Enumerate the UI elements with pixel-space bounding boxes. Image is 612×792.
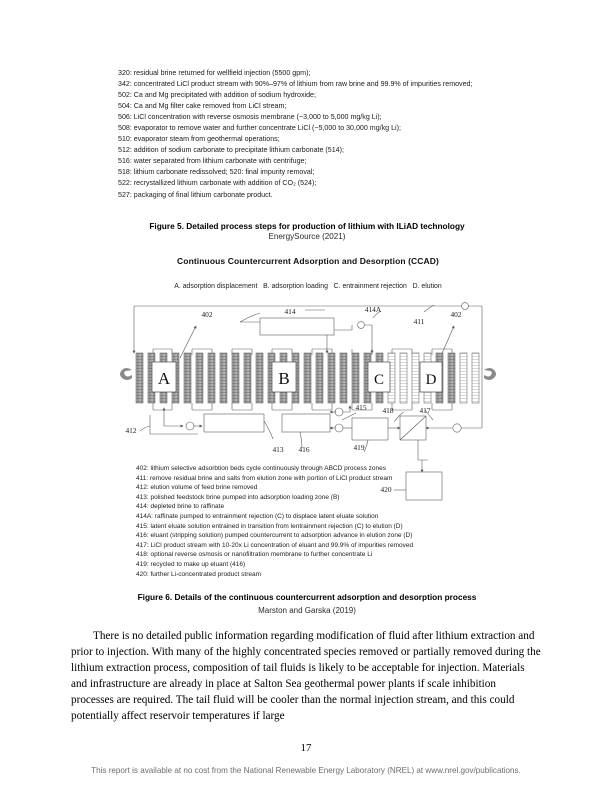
callout-415: 415 [355,403,367,412]
zone-legend-d: D. elution [412,283,442,290]
line-412b [164,412,183,426]
line-414a-2 [364,325,372,353]
legend-item: 508: evaporator to remove water and further concentrate LiCl (~5,000 to 30,000 mg/kg Li); [118,124,401,133]
manifold-bot-e [312,403,332,410]
callout-414a: 414A [364,305,382,314]
callout-414: 414 [284,307,296,316]
pump-417 [453,424,461,432]
bed-column [460,353,467,403]
legend-item: 416: eluant (stripping solution) pumped countercurrent to adsorption advance in elution zone (D) [136,532,413,540]
manifold-bot-d [272,403,292,410]
callout-402-left: 402 [201,310,213,319]
page-number: 17 [300,742,312,754]
callout-411: 411 [413,317,425,326]
bed-column [244,353,251,403]
bed-column [136,353,143,403]
recycle-arrow-right [484,368,496,380]
legend-item: 518: lithium carbonate redissolved; 520: final impurity removal; [118,168,315,177]
bed-column [184,353,191,403]
line-415-b [343,406,350,412]
callout-420: 420 [380,485,392,494]
zone-marker-c-label: C [373,372,385,388]
line-414a-1 [334,325,352,330]
callout-402-right: 402 [450,310,462,319]
bed-column [400,353,407,403]
legend-item: 522: recrystallized lithium carbonate with addition of CO₂ (524); [118,179,317,188]
manifold-bot-h [432,403,452,410]
line-420-1 [418,440,428,460]
zone-legend-c: C. entrainment rejection [333,283,407,290]
legend-item: 414: depleted brine to raffinate [136,503,225,511]
bed-column [448,353,455,403]
bed-column [328,353,335,403]
pump-414a [358,322,365,329]
leader-412 [140,426,150,431]
manifold-bot-a [153,403,172,410]
zone-legend-a: A. adsorption displacement [174,283,258,290]
figure6-caption: Figure 6. Details of the continuous countercurrent adsorption and desorption process [137,592,477,602]
pump-411 [462,303,469,310]
leader-414b [240,313,260,322]
zone-marker-a [152,362,176,392]
manifold-bot-c [232,403,252,410]
recycle-arrow-left [120,368,132,380]
leader-413 [264,421,273,439]
legend-item: 413: polished feedstock brine pumped into adsorption loading zone (B) [136,493,340,501]
callout-412: 412 [125,426,137,435]
legend-item: 342: concentrated LiCl product stream with 90%–97% of lithium from raw brine and 99.9% of impurities removed; [118,80,473,89]
pump-415 [335,408,343,416]
legend-item: 420: further Li-concentrated product stream [136,570,262,578]
legend-item: 402: lithium selective adsorbtion beds cycle continuously through ABCD process zones [136,465,387,472]
vessel-414 [260,318,334,335]
callout-417: 417 [419,406,431,415]
legend-item: 512: addition of sodium carbonate to precipitate lithium carbonate (514); [118,146,344,155]
legend-item: 418: optional reverse osmosis or nanofiltration membrane to further concentrate Li [136,551,373,559]
bed-column [340,353,347,403]
ccad-diagram-title: Continuous Countercurrent Adsorption and Desorption (CCAD) [177,256,439,266]
bed-column [352,353,359,403]
bed-column [412,353,419,403]
figure6-legend [136,464,496,579]
vessel-419 [352,418,388,440]
zone-marker-d-label: D [425,372,437,388]
legend-item: 415: latent eluate solution entrained in transition from lentrainment rejection (C) to elution (D) [136,522,403,530]
vessel-413 [204,414,264,432]
zone-marker-a-label: A [157,369,171,388]
pump-416 [335,424,343,432]
callout-413: 413 [272,445,284,454]
legend-item: 502: Ca and Mg precipitated with addition of sodium hydroxide; [118,91,316,100]
figure5-caption: Figure 5. Detailed process steps for production of lithium with ILiAD technology [149,221,465,231]
zone-legend-b: B. adsorption loading [263,283,328,290]
legend-item: 527: packaging of final lithium carbonate product. [118,190,273,199]
bed-column [232,353,239,403]
leader-419 [364,440,368,452]
legend-item: 320: residual brine returned for wellfield injection (5500 gpm); [118,69,311,77]
callout-419: 419 [353,443,365,452]
bed-column [220,353,227,403]
bed-column [208,353,215,403]
legend-item: 506: LiCl concentration with reverse osmosis membrane (~3,000 to 5,000 mg/kg Li); [118,113,382,122]
manifold-bot-g [392,403,412,410]
legend-item: 504: Ca and Mg filter cake removed from LiCl stream; [118,102,287,111]
manifold-bot-b [192,403,212,410]
legend-item: 419: recycled to make up eluant (416) [136,560,246,568]
zone-marker-b [272,362,296,392]
body-paragraph: There is no detailed public information regarding modification of fluid after lithium extraction and prior to injection. With many of the highly concentrated species removed or partially removed during the lithium extraction process, composition of tail fluids is likely to be acceptable for injection. Materials and infrastructure are already in place at Salton Sea geothermal power plants if scale inhibition processes are required. The tail fluid will be cooler than the normal injection stream, and this could potentially affect reservoir temperatures if large [71,630,541,723]
zone-marker-b-label: B [278,369,290,388]
figure5-legend [118,68,510,201]
legend-item: 414A: raffinate pumped to entrainment rejection (C) to displace latent eluate solution [136,512,379,520]
legend-item: 411: remove residual brine and salts from elution zone with portion of LiCl product stream [136,474,393,482]
zone-marker-c [368,362,390,392]
bed-column [316,353,323,403]
callout-416: 416 [298,445,310,454]
figure6-source: Marston and Garska (2019) [258,606,356,615]
callout-418: 418 [382,406,394,415]
bed-column [304,353,311,403]
vessel-416 [282,414,330,432]
legend-item: 417: LiCl product stream with 10-20x Li concentration of eluant and 99.9% of impurities removed [136,541,414,549]
legend-item: 510: evaporator steam from geothermal operations; [118,135,280,144]
legend-item: 516: water separated from lithium carbonate with centrifuge; [118,157,307,166]
figure5-source: EnergySource (2021) [268,232,346,241]
pump-413 [186,422,194,430]
footer-note: This report is available at no cost from the National Renewable Energy Laboratory (NREL) at www.nrel.gov/publications. [91,766,521,775]
ccad-zone-legend [120,283,496,290]
bed-column [256,353,263,403]
bed-column [196,353,203,403]
zone-marker-d [420,362,442,392]
legend-item: 412: elution volume of feed brine removed [136,484,258,492]
bed-column [472,353,479,403]
